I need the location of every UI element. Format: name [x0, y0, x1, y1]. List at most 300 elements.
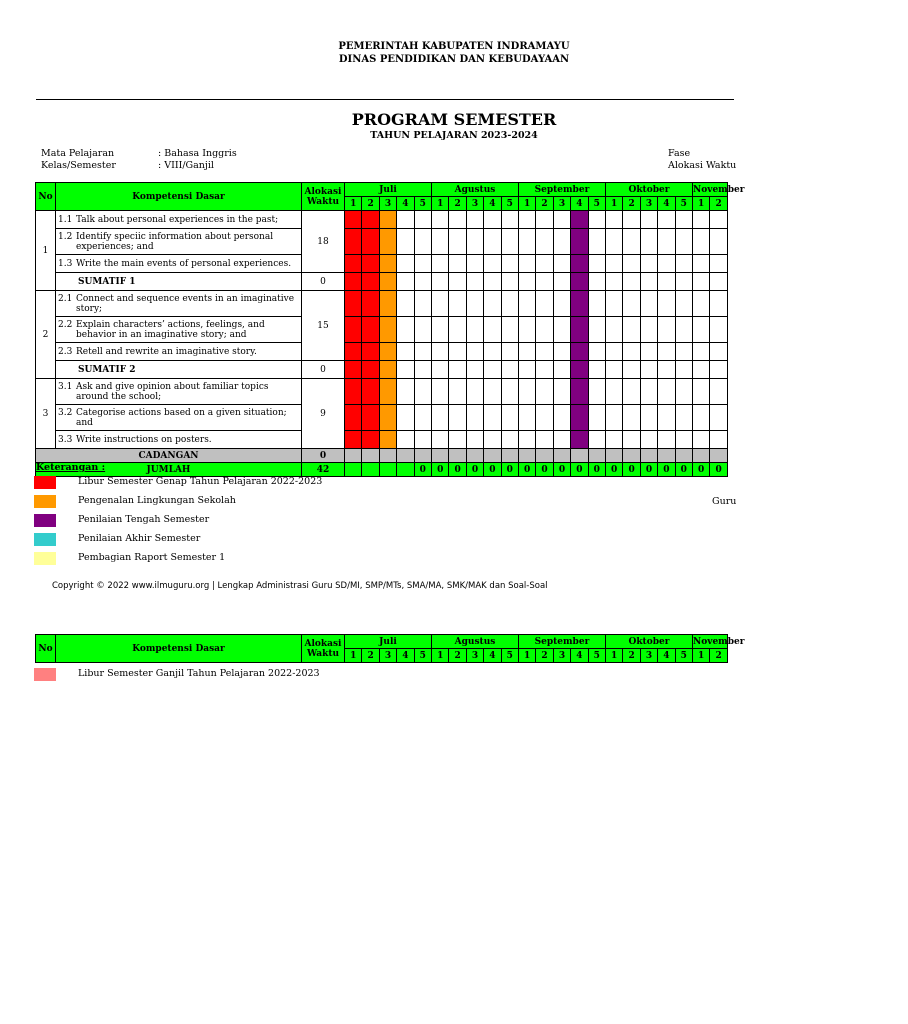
jumlah-week: 0: [449, 463, 466, 477]
week-cell: [501, 449, 518, 463]
week-cell: [588, 255, 605, 273]
week-cell: [379, 379, 396, 405]
week-cell: [588, 449, 605, 463]
kd-item: [56, 317, 302, 343]
week-cell: [710, 229, 727, 255]
week-cell: [432, 291, 449, 317]
kd-item: [56, 229, 302, 255]
week-header: 2: [449, 649, 466, 663]
week-cell: [379, 273, 396, 291]
week-cell: [675, 343, 692, 361]
col-header-alokasi: Alokasi Waktu: [302, 183, 345, 211]
week-cell: [658, 343, 675, 361]
week-cell: [466, 379, 483, 405]
legend-label: Libur Semester Genap Tahun Pelajaran 2022-2023: [78, 476, 323, 487]
week-header: 3: [379, 197, 396, 211]
week-header: 4: [571, 649, 588, 663]
header-line-1: PEMERINTAH KABUPATEN INDRAMAYU: [338, 41, 570, 52]
jumlah-week: [345, 463, 362, 477]
week-cell: [414, 379, 431, 405]
month-header: November: [692, 184, 745, 195]
week-header: 1: [518, 197, 535, 211]
week-cell: [571, 343, 588, 361]
kd-row: [36, 229, 728, 255]
week-cell: [518, 431, 535, 449]
week-cell: [710, 405, 727, 431]
legend-swatch: [34, 495, 56, 508]
week-cell: [710, 317, 727, 343]
week-cell: [553, 379, 570, 405]
week-cell: [484, 405, 501, 431]
week-cell: [710, 211, 727, 229]
week-cell: [397, 317, 414, 343]
week-header: 4: [397, 649, 414, 663]
week-header: 4: [571, 197, 588, 211]
week-cell: [710, 343, 727, 361]
sumatif-value: 0: [302, 273, 345, 291]
week-cell: [640, 291, 657, 317]
week-cell: [605, 449, 622, 463]
kd-item: [56, 379, 302, 405]
kd-number: 3.1: [58, 381, 73, 392]
week-header: 5: [588, 197, 605, 211]
week-cell: [501, 255, 518, 273]
week-cell: [710, 431, 727, 449]
week-cell: [449, 449, 466, 463]
month-header: Oktober: [605, 635, 692, 649]
week-cell: [466, 211, 483, 229]
week-cell: [449, 343, 466, 361]
week-cell: [466, 291, 483, 317]
week-cell: [466, 229, 483, 255]
sumatif-value: 0: [302, 361, 345, 379]
cadangan-row: [36, 449, 728, 463]
program-semester-table-2: [35, 634, 745, 663]
week-cell: [345, 431, 362, 449]
week-cell: [605, 211, 622, 229]
week-cell: [605, 229, 622, 255]
week-cell: [414, 449, 431, 463]
week-cell: [484, 211, 501, 229]
week-header: 3: [640, 649, 657, 663]
week-header: 5: [414, 649, 431, 663]
kd-number: 1.1: [58, 214, 73, 225]
kd-number: 1.2: [58, 231, 73, 242]
legend-swatch: [34, 514, 56, 527]
week-cell: [432, 211, 449, 229]
week-cell: [640, 229, 657, 255]
kd-text: Write instructions on posters.: [76, 434, 212, 445]
legend-label: Pengenalan Lingkungan Sekolah: [78, 495, 236, 506]
week-cell: [414, 211, 431, 229]
week-header: 4: [658, 649, 675, 663]
week-cell: [518, 229, 535, 255]
week-cell: [605, 379, 622, 405]
kd-row: [36, 211, 728, 229]
week-cell: [571, 317, 588, 343]
week-cell: [588, 211, 605, 229]
week-header: 3: [466, 649, 483, 663]
week-cell: [536, 255, 553, 273]
week-cell: [501, 361, 518, 379]
week-cell: [345, 361, 362, 379]
week-header: 1: [345, 649, 362, 663]
week-cell: [553, 431, 570, 449]
week-header: 5: [501, 197, 518, 211]
week-header: 3: [640, 197, 657, 211]
jumlah-week: 0: [605, 463, 622, 477]
week-cell: [640, 273, 657, 291]
week-cell: [623, 405, 640, 431]
week-cell: [362, 361, 379, 379]
week-cell: [640, 361, 657, 379]
week-cell: [345, 449, 362, 463]
week-cell: [640, 255, 657, 273]
week-cell: [449, 291, 466, 317]
week-header: 4: [658, 197, 675, 211]
week-cell: [397, 291, 414, 317]
week-cell: [553, 361, 570, 379]
week-cell: [397, 255, 414, 273]
week-cell: [536, 379, 553, 405]
week-cell: [397, 361, 414, 379]
week-cell: [484, 431, 501, 449]
week-cell: [692, 379, 709, 405]
week-cell: [605, 255, 622, 273]
week-cell: [466, 255, 483, 273]
kd-text: Retell and rewrite an imaginative story.: [76, 346, 257, 357]
week-cell: [623, 273, 640, 291]
week-cell: [466, 361, 483, 379]
week-cell: [432, 449, 449, 463]
week-cell: [536, 229, 553, 255]
week-header: 2: [710, 649, 727, 663]
week-cell: [623, 291, 640, 317]
week-cell: [675, 229, 692, 255]
week-cell: [379, 431, 396, 449]
week-header: 5: [414, 197, 431, 211]
week-cell: [432, 273, 449, 291]
jumlah-week: 0: [432, 463, 449, 477]
week-cell: [605, 343, 622, 361]
week-cell: [588, 273, 605, 291]
kd-number: 2.1: [58, 293, 73, 304]
col-header-no: No: [36, 635, 56, 663]
week-cell: [466, 405, 483, 431]
week-cell: [362, 405, 379, 431]
kd-number: 1.3: [58, 258, 73, 269]
week-header: 1: [518, 649, 535, 663]
week-cell: [605, 317, 622, 343]
week-header: 2: [362, 649, 379, 663]
week-cell: [605, 361, 622, 379]
week-header: 4: [397, 197, 414, 211]
kd-item: [56, 291, 302, 317]
group-number: 3: [36, 379, 56, 449]
week-cell: [379, 255, 396, 273]
week-cell: [397, 229, 414, 255]
week-cell: [536, 405, 553, 431]
week-cell: [710, 273, 727, 291]
week-cell: [449, 317, 466, 343]
week-cell: [623, 317, 640, 343]
week-cell: [692, 361, 709, 379]
week-cell: [345, 405, 362, 431]
week-header: 2: [536, 649, 553, 663]
week-cell: [605, 291, 622, 317]
week-cell: [640, 431, 657, 449]
week-cell: [623, 379, 640, 405]
kd-text: Identify speciic information about personal experiences; and: [76, 231, 274, 252]
legend-label: Penilaian Tengah Semester: [78, 514, 210, 525]
jumlah-week: 0: [692, 463, 709, 477]
week-cell: [692, 229, 709, 255]
week-header: 4: [484, 649, 501, 663]
group-number: 2: [36, 291, 56, 379]
week-cell: [536, 449, 553, 463]
week-cell: [553, 291, 570, 317]
week-cell: [362, 343, 379, 361]
week-cell: [518, 255, 535, 273]
kd-item: [56, 405, 302, 431]
week-cell: [345, 317, 362, 343]
week-cell: [466, 431, 483, 449]
week-cell: [362, 255, 379, 273]
week-cell: [397, 449, 414, 463]
month-header: September: [518, 183, 605, 197]
week-cell: [536, 211, 553, 229]
week-cell: [501, 431, 518, 449]
jumlah-week: 0: [710, 463, 727, 477]
week-cell: [692, 449, 709, 463]
week-cell: [658, 361, 675, 379]
week-cell: [484, 361, 501, 379]
week-cell: [658, 255, 675, 273]
week-cell: [345, 255, 362, 273]
week-header: 4: [484, 197, 501, 211]
week-cell: [379, 405, 396, 431]
week-cell: [379, 343, 396, 361]
meta-alokasi-label: Alokasi Waktu: [668, 160, 737, 171]
week-header: 1: [692, 197, 709, 211]
week-cell: [571, 229, 588, 255]
week-cell: [571, 291, 588, 317]
week-cell: [345, 229, 362, 255]
week-cell: [379, 229, 396, 255]
meta-kelas-label: Kelas/Semester: [41, 160, 116, 171]
week-cell: [432, 255, 449, 273]
jumlah-label: JUMLAH: [36, 463, 302, 477]
week-cell: [640, 317, 657, 343]
week-cell: [692, 431, 709, 449]
week-cell: [518, 317, 535, 343]
week-header: 3: [466, 197, 483, 211]
week-header: 3: [553, 197, 570, 211]
week-cell: [623, 255, 640, 273]
week-header: 3: [553, 649, 570, 663]
week-cell: [362, 291, 379, 317]
week-cell: [414, 317, 431, 343]
week-cell: [397, 211, 414, 229]
legend-swatch: [34, 552, 56, 565]
page-subtitle: TAHUN PELAJARAN 2023-2024: [370, 130, 538, 141]
header-line-2: DINAS PENDIDIKAN DAN KEBUDAYAAN: [338, 54, 570, 65]
week-cell: [658, 379, 675, 405]
jumlah-week: 0: [553, 463, 570, 477]
kd-row: [36, 379, 728, 405]
copyright-text: Copyright © 2022 www.ilmuguru.org | Lengkap Administrasi Guru SD/MI, SMP/MTs, SMA/MA, SMK/MAK dan Soal-Soal: [52, 581, 548, 591]
week-cell: [362, 273, 379, 291]
month-header: Agustus: [432, 183, 519, 197]
week-cell: [345, 379, 362, 405]
week-cell: [379, 361, 396, 379]
week-cell: [449, 273, 466, 291]
week-cell: [605, 273, 622, 291]
week-cell: [710, 361, 727, 379]
week-cell: [658, 317, 675, 343]
week-cell: [675, 291, 692, 317]
legend-swatch: [34, 668, 56, 681]
week-header: 5: [588, 649, 605, 663]
week-cell: [414, 361, 431, 379]
week-cell: [484, 255, 501, 273]
week-cell: [623, 211, 640, 229]
kd-row: [36, 343, 728, 361]
week-cell: [692, 317, 709, 343]
week-cell: [449, 431, 466, 449]
legend-swatch: [34, 476, 56, 489]
legend-label: Penilaian Akhir Semester: [78, 533, 201, 544]
week-cell: [432, 405, 449, 431]
kd-item: [56, 211, 302, 229]
week-cell: [466, 317, 483, 343]
jumlah-week: [379, 463, 396, 477]
week-cell: [432, 379, 449, 405]
jumlah-week: 0: [484, 463, 501, 477]
week-cell: [449, 361, 466, 379]
week-cell: [379, 317, 396, 343]
week-cell: [379, 291, 396, 317]
week-cell: [692, 255, 709, 273]
week-cell: [501, 343, 518, 361]
jumlah-value: 42: [302, 463, 345, 477]
week-cell: [345, 273, 362, 291]
kd-number: 2.2: [58, 319, 73, 330]
month-header: Oktober: [605, 183, 692, 197]
week-cell: [710, 255, 727, 273]
kd-number: 3.2: [58, 407, 73, 418]
week-cell: [414, 229, 431, 255]
week-cell: [588, 291, 605, 317]
week-cell: [623, 361, 640, 379]
meta-kelas-value: : VIII/Ganjil: [158, 160, 214, 171]
month-header: November: [692, 636, 745, 647]
week-header: 5: [675, 649, 692, 663]
jumlah-week: 0: [640, 463, 657, 477]
legend-label: Libur Semester Ganjil Tahun Pelajaran 2022-2023: [78, 668, 320, 679]
week-cell: [640, 379, 657, 405]
week-cell: [484, 317, 501, 343]
week-cell: [432, 343, 449, 361]
sumatif-label: SUMATIF 1: [56, 273, 302, 291]
week-header: 1: [432, 197, 449, 211]
week-header: 2: [362, 197, 379, 211]
month-header: Juli: [345, 183, 432, 197]
week-header: 1: [432, 649, 449, 663]
week-cell: [432, 229, 449, 255]
sumatif-label: SUMATIF 2: [56, 361, 302, 379]
week-cell: [588, 343, 605, 361]
week-cell: [362, 379, 379, 405]
week-cell: [466, 449, 483, 463]
week-cell: [449, 229, 466, 255]
col-header-kompetensi: Kompetensi Dasar: [56, 183, 302, 211]
week-cell: [571, 379, 588, 405]
week-cell: [553, 255, 570, 273]
week-header: 5: [501, 649, 518, 663]
jumlah-week: 0: [518, 463, 535, 477]
week-cell: [571, 211, 588, 229]
week-cell: [414, 255, 431, 273]
week-cell: [501, 405, 518, 431]
week-cell: [518, 211, 535, 229]
week-cell: [675, 361, 692, 379]
week-cell: [432, 317, 449, 343]
week-cell: [518, 379, 535, 405]
week-header: 2: [536, 197, 553, 211]
week-cell: [692, 273, 709, 291]
kd-text: Talk about personal experiences in the past;: [76, 214, 279, 225]
jumlah-week: 0: [501, 463, 518, 477]
meta-mapel-label: Mata Pelajaran: [41, 148, 115, 159]
week-cell: [588, 317, 605, 343]
week-cell: [362, 229, 379, 255]
group-alokasi: 15: [302, 291, 345, 361]
week-cell: [553, 273, 570, 291]
program-table-2-wrap: [35, 634, 745, 663]
week-header: 2: [710, 197, 727, 211]
week-cell: [605, 431, 622, 449]
week-cell: [536, 361, 553, 379]
week-cell: [675, 379, 692, 405]
week-cell: [484, 291, 501, 317]
week-cell: [692, 291, 709, 317]
week-cell: [571, 361, 588, 379]
week-cell: [658, 291, 675, 317]
week-cell: [501, 291, 518, 317]
jumlah-week: 0: [571, 463, 588, 477]
jumlah-week: 0: [414, 463, 431, 477]
week-cell: [710, 291, 727, 317]
program-semester-table: [35, 182, 745, 477]
week-header: 2: [623, 649, 640, 663]
week-cell: [466, 273, 483, 291]
kd-text: Categorise actions based on a given situation; and: [76, 407, 287, 428]
meta-mapel-value: : Bahasa Inggris: [158, 148, 237, 159]
week-cell: [379, 449, 396, 463]
week-cell: [484, 229, 501, 255]
week-cell: [397, 405, 414, 431]
page-title: PROGRAM SEMESTER: [351, 110, 557, 129]
week-cell: [536, 273, 553, 291]
week-cell: [484, 343, 501, 361]
jumlah-row: [36, 463, 728, 477]
week-cell: [623, 229, 640, 255]
legend-title: Keterangan :: [36, 462, 106, 473]
week-cell: [449, 255, 466, 273]
week-cell: [675, 405, 692, 431]
col-header-alokasi: Alokasi Waktu: [302, 635, 345, 663]
